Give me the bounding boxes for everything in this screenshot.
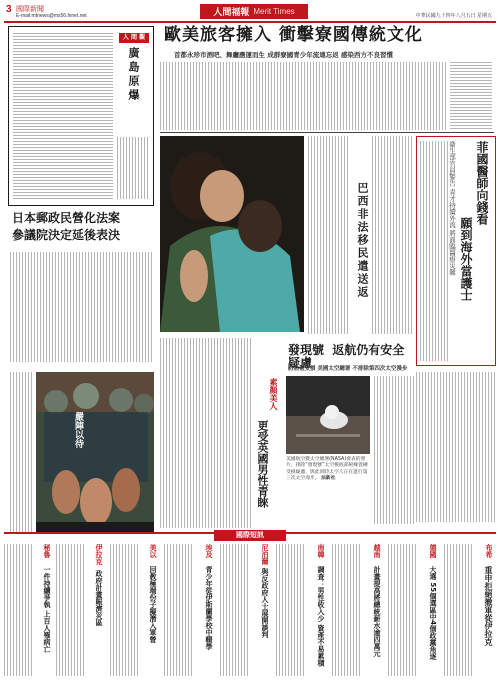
- brazil-text-right: [372, 136, 412, 334]
- issue-date: 中華民國九十四年八月五日 星期五: [415, 13, 492, 19]
- brazil-vertical-headline: 巴西非法移民遣送返: [356, 182, 369, 299]
- brief-4-tag: 南韓: [317, 544, 325, 558]
- brief-3-tag: 越南: [373, 544, 381, 558]
- lead-headline: 歐美旅客擁入 衝擊寮國傳統文化: [164, 25, 423, 45]
- brief-1-text: [444, 544, 474, 676]
- lead-rule: [160, 132, 494, 133]
- brief-8-headline: 政府計畫賑濟災區: [95, 570, 103, 626]
- shuttle-caption: [286, 457, 372, 483]
- brief-3-text: [332, 544, 362, 676]
- discovery-body-text: [374, 376, 414, 524]
- japan-headline-line1: 日本郵政民營化法案: [12, 211, 121, 225]
- brief-7-headline: 回教極端份子擬潛入軍營: [149, 566, 157, 643]
- brazil-story-text: [308, 136, 350, 334]
- brief-7: [110, 544, 160, 676]
- brief-3: [332, 544, 384, 676]
- column-text: [13, 33, 113, 201]
- japan-headline-line2: 參議院決定延後表決: [12, 227, 121, 242]
- protest-caption-text: [10, 372, 32, 532]
- logo-english: Merit Times: [253, 7, 295, 16]
- brief-6-text: [164, 544, 194, 676]
- japan-body-text: [10, 252, 154, 362]
- brief-1-tag: 布希: [485, 544, 493, 558]
- uk-headline: 更受英國男性青睞: [256, 420, 269, 508]
- brief-5: [220, 544, 272, 676]
- section-name: 國際新聞: [16, 6, 44, 13]
- brief-5-tag: 尼泊爾: [261, 544, 269, 565]
- briefs-row: [4, 544, 496, 676]
- brief-3-headline: 計畫提高將總統薪水逾四萬元: [373, 566, 381, 657]
- brief-4-text: [276, 544, 306, 676]
- brief-4-headline: 調查：男性收入少 資產不易累積: [317, 566, 325, 667]
- masthead: [4, 2, 496, 22]
- brazil-photo-image: [160, 136, 304, 332]
- brief-1: [444, 544, 496, 676]
- philippines-body-text: [420, 141, 448, 361]
- brief-9-tag: 秘魯: [43, 544, 51, 558]
- brief-6: [164, 544, 216, 676]
- brief-2-headline: 大選 55個選區中4個政黨角逐: [429, 566, 437, 661]
- uk-tag: 素顏美人: [269, 378, 278, 410]
- brief-2-text: [388, 544, 418, 676]
- column-tag: 人 間 觀: [119, 33, 149, 43]
- middle-story-text: [160, 338, 252, 528]
- japan-headline: [12, 212, 156, 241]
- column-text-right: [117, 137, 149, 199]
- protest-photo-image: [36, 372, 154, 532]
- masthead-rule: [4, 21, 496, 23]
- philippines-headline-1: 菲國醫師向錢看: [475, 141, 489, 225]
- brief-9-text: [4, 544, 32, 676]
- logo-chinese: 人間福報: [213, 8, 250, 18]
- brief-2: [388, 544, 440, 676]
- shuttle-photo-image: [286, 376, 370, 454]
- brief-8-tag: 伊拉克: [95, 544, 103, 565]
- shuttle-caption-text: 美國航空暨太空總署(NASA)發表的照片，排除“發現號”太空梭底部絕緣瓷磚受損疑慮，與此同時太空人正在進行第三次太空漫步。: [286, 457, 368, 482]
- brief-7-text: [110, 544, 140, 676]
- brief-6-headline: 青少年從伊斯蘭學校中輟學: [205, 566, 213, 650]
- uk-story: [254, 378, 284, 528]
- brief-6-tag: 埃及: [205, 544, 213, 558]
- philippines-box: [416, 136, 496, 366]
- brief-8-text: [56, 544, 86, 676]
- newspaper-logo: [200, 4, 308, 19]
- brief-7-tag: 美以: [149, 544, 157, 558]
- discovery-title: 返航仍有安全疑慮: [288, 343, 405, 370]
- brief-2-tag: 德國: [429, 544, 437, 558]
- protest-photo: [36, 372, 154, 532]
- shuttle-caption-credit: 法新社: [321, 476, 336, 482]
- brief-1-headline: 重申拒絕撤軍從伊拉克: [484, 566, 493, 646]
- discovery-tag: 發現號: [288, 343, 325, 357]
- page-number: 3: [6, 4, 12, 15]
- column-box: [8, 26, 154, 206]
- protest-photo-caption: 嚴陣以待: [73, 412, 83, 448]
- briefs-banner: 國際短訊: [214, 530, 286, 541]
- philippines-lower-text: [416, 372, 496, 522]
- email-address: E-mail:mtnews@ms56.hinet.net: [16, 13, 87, 19]
- discovery-subhead: 防熱毯受損 美國太空總署 不排除第四次太空漫步: [288, 366, 408, 372]
- lead-body-text: [160, 62, 446, 130]
- brief-9-headline: 一件持續爭執 上百人罹病亡: [43, 566, 51, 653]
- shuttle-photo: [286, 376, 370, 454]
- brief-4: [276, 544, 328, 676]
- brief-5-text: [220, 544, 250, 676]
- philippines-subhead: 衛生部官員警告 青才持續外流 將面臨醫療災難: [448, 141, 456, 276]
- lead-sidebar-text: [450, 62, 492, 130]
- philippines-headline-2: 願到海外當護士: [459, 217, 473, 301]
- brief-5-headline: 與反政府人士展開談判: [261, 568, 269, 638]
- column-title: 廣島原爆: [127, 47, 140, 103]
- brief-8: [56, 544, 106, 676]
- brazil-photo: [160, 136, 304, 332]
- brief-9: [4, 544, 54, 676]
- lead-subhead: 首都永珍市酒吧、舞廳應運而生 成群寮國青少年流連忘返 感染西方不良習慣: [174, 51, 394, 59]
